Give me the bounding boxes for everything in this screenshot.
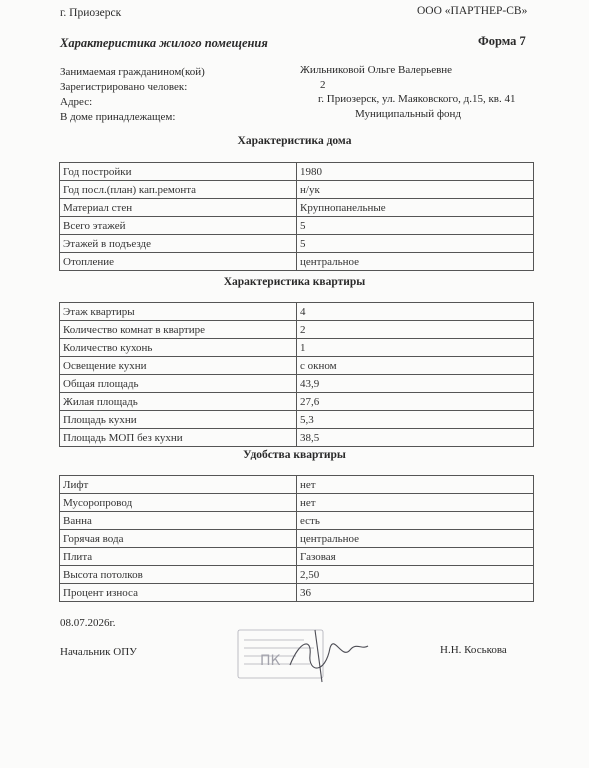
row-value: 27,6 [297, 393, 534, 411]
row-label: Этаж квартиры [60, 303, 297, 321]
row-label: Площадь кухни [60, 411, 297, 429]
document-title: Характеристика жилого помещения [60, 36, 268, 50]
signer-position: Начальник ОПУ [60, 646, 137, 658]
organization-name: ООО «ПАРТНЕР-СВ» [417, 5, 528, 17]
row-label: Площадь МОП без кухни [60, 429, 297, 447]
row-label: Горячая вода [60, 530, 297, 548]
row-label: Мусоропровод [60, 494, 297, 512]
row-value: 4 [297, 303, 534, 321]
apartment-section-title: Характеристика квартиры [223, 276, 366, 288]
table-row [60, 199, 534, 217]
table-row [60, 339, 534, 357]
row-label: Жилая площадь [60, 393, 297, 411]
row-value: Газовая [297, 548, 534, 566]
table-row [60, 357, 534, 375]
row-value: Крупнопанельные [297, 199, 534, 217]
table-row [60, 566, 534, 584]
row-label: Этажей в подъезде [60, 235, 297, 253]
table-row [60, 494, 534, 512]
table-row [60, 217, 534, 235]
row-value: 5 [297, 217, 534, 235]
document-date: 08.07.2026г. [60, 617, 116, 629]
table-row [60, 235, 534, 253]
row-label: Количество кухонь [60, 339, 297, 357]
table-row [60, 253, 534, 271]
table-row [60, 181, 534, 199]
row-label: Освещение кухни [60, 357, 297, 375]
row-value: центральное [297, 253, 534, 271]
row-label: Ванна [60, 512, 297, 530]
occupant-value: Жильниковой Ольге Валерьевне [300, 64, 453, 76]
row-value: 36 [297, 584, 534, 602]
row-value: 1980 [297, 163, 534, 181]
table-row [60, 429, 534, 447]
row-value: 2,50 [297, 566, 534, 584]
row-value: есть [297, 512, 534, 530]
signature-icon [290, 630, 368, 682]
registered-label: Зарегистрировано человек: [60, 81, 188, 93]
signer-name: Н.Н. Коськова [440, 644, 507, 656]
row-value: 1 [297, 339, 534, 357]
table-row [60, 584, 534, 602]
registered-value: 2 [320, 79, 326, 91]
owner-label: В доме принадлежащем: [60, 111, 176, 123]
amenities-section-title: Удобства квартиры [243, 449, 346, 461]
row-label: Процент износа [60, 584, 297, 602]
form-number: Форма 7 [478, 34, 526, 48]
row-label: Количество комнат в квартире [60, 321, 297, 339]
occupant-label: Занимаемая гражданином(кой) [60, 66, 205, 78]
apartment-table [59, 302, 534, 447]
row-label: Общая площадь [60, 375, 297, 393]
row-value: нет [297, 476, 534, 494]
row-value: нет [297, 494, 534, 512]
row-value: центральное [297, 530, 534, 548]
address-value: г. Приозерск, ул. Маяковского, д.15, кв. 41 [318, 93, 516, 105]
owner-value: Муниципальный фонд [355, 108, 461, 120]
table-row [60, 476, 534, 494]
city-label: г. Приозерск [60, 7, 122, 19]
row-label: Высота потолков [60, 566, 297, 584]
row-label: Лифт [60, 476, 297, 494]
row-value: 5 [297, 235, 534, 253]
row-value: 2 [297, 321, 534, 339]
row-label: Материал стен [60, 199, 297, 217]
amenities-table [59, 475, 534, 602]
svg-text:ПК: ПК [260, 653, 281, 669]
table-row [60, 163, 534, 181]
row-value: 38,5 [297, 429, 534, 447]
row-label: Год посл.(план) кап.ремонта [60, 181, 297, 199]
table-row [60, 548, 534, 566]
row-label: Год постройки [60, 163, 297, 181]
stamp-signature-image [230, 620, 380, 695]
table-row [60, 530, 534, 548]
house-table [59, 162, 534, 271]
row-value: 5,3 [297, 411, 534, 429]
row-value: с окном [297, 357, 534, 375]
table-row [60, 303, 534, 321]
table-row [60, 411, 534, 429]
row-label: Плита [60, 548, 297, 566]
house-section-title: Характеристика дома [237, 135, 352, 147]
table-row [60, 321, 534, 339]
row-value: н/ук [297, 181, 534, 199]
row-label: Отопление [60, 253, 297, 271]
row-label: Всего этажей [60, 217, 297, 235]
row-value: 43,9 [297, 375, 534, 393]
table-row [60, 375, 534, 393]
table-row [60, 393, 534, 411]
table-row [60, 512, 534, 530]
address-label: Адрес: [60, 96, 93, 108]
